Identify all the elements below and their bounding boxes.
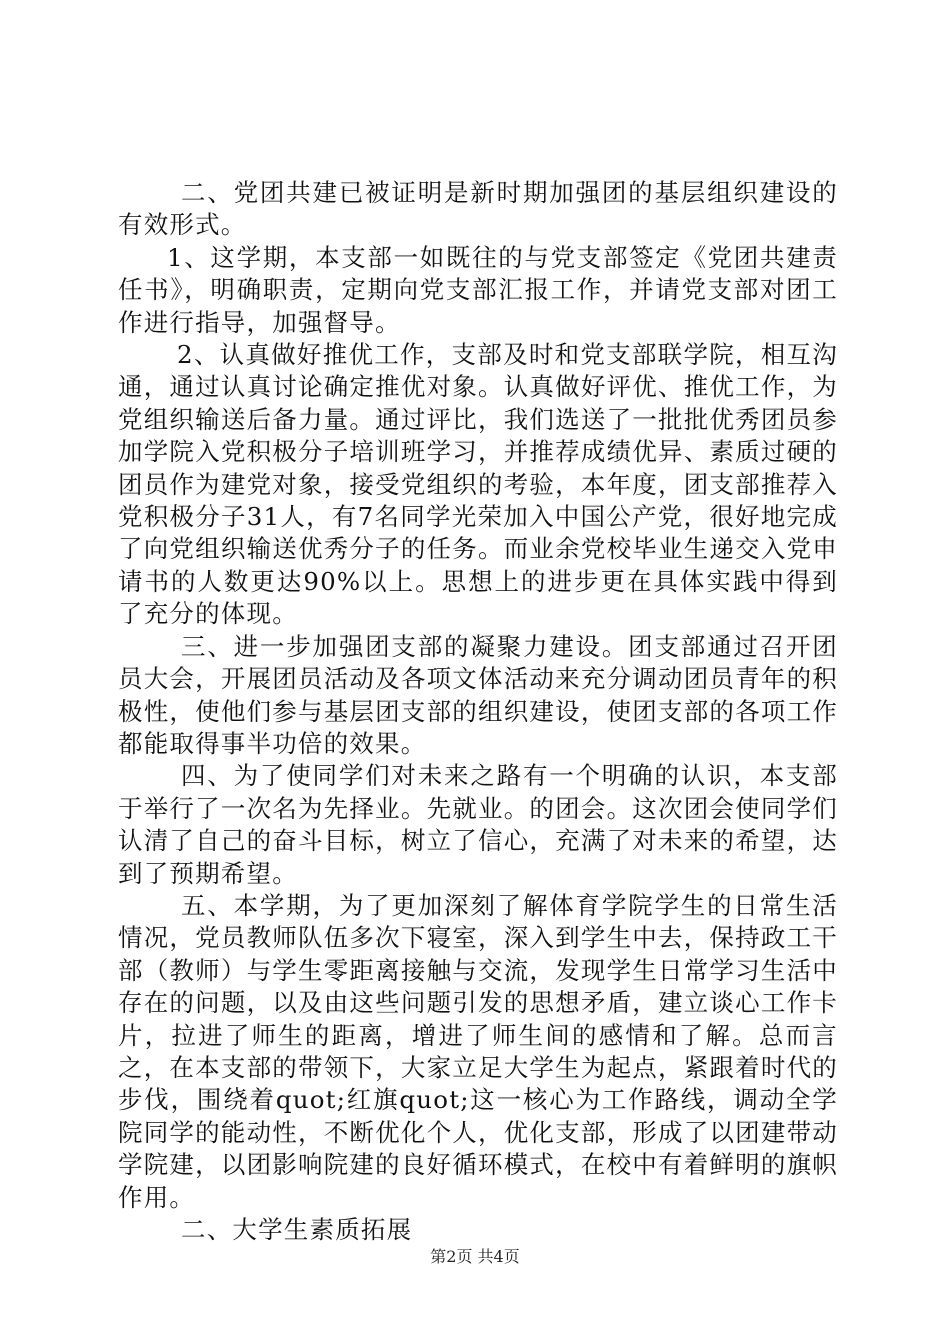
paragraph-recommend-excellent: 2、认真做好推优工作，支部及时和党支部联学院，相互沟通，通过认真讨论确定推优对象。认真做好评优、推优工作，为党组织输送后备力量。通过评比，我们选送了一批批优秀团员参加学院入党积极分子培训班学习，并推荐成绩优异、素质过硬的团员作为建党对象，接受党组织的考验，本年度，团支部推荐入党积极分子31人，有7名同学光荣加入中国公产党，很好地完成了向党组织输送优秀分子的任务。而业余党校毕业生递交入党申请书的人数更达90%以上。思想上的进步更在具体实践中得到了充分的体现。: [118, 340, 838, 629]
document-body: [118, 177, 838, 1246]
section-heading-quality-expansion: 二、大学生素质拓展: [181, 1215, 413, 1244]
paragraph-career-meeting: 四、为了使同学们对未来之路有一个明确的认识，本支部于举行了一次名为先择业。先就业。的团会。这次团会使同学们认清了自己的奋斗目标，树立了信心，充满了对未来的希望，达到了预期希望。: [118, 761, 838, 888]
page-number-footer: 第2页 共4页: [430, 1247, 520, 1266]
paragraph-cohesion-building: 三、进一步加强团支部的凝聚力建设。团支部通过召开团员大会，开展团员活动及各项文体活动来充分调动团员青年的积极性，使他们参与基层团支部的组织建设，使团支部的各项工作都能取得事半功倍的效果。: [118, 631, 838, 758]
paragraph-responsibility-agreement: 1、这学期，本支部一如既往的与党支部签定《党团共建责任书》，明确职责，定期向党支部汇报工作，并请党支部对团工作进行指导，加强督导。: [118, 242, 838, 337]
paragraph-party-league-construction: 二、党团共建已被证明是新时期加强团的基层组织建设的有效形式。: [118, 178, 838, 240]
paragraph-dormitory-visits: 五、本学期，为了更加深刻了解体育学院学生的日常生活情况，党员教师队伍多次下寝室，深入到学生中去，保持政工干部（教师）与学生零距离接触与交流，发现学生日常学习生活中存在的问题，以及由这些问题引发的思想矛盾，建立谈心工作卡片，拉进了师生的距离，增进了师生间的感情和了解。总而言之，在本支部的带领下，大家立足大学生为起点，紧跟着时代的步伐，围绕着quot;红旗quot;这一核心为工作路线，调动全学院同学的能动性，不断优化个人，优化支部，形成了以团建带动学院建，以团影响院建的良好循环模式，在校中有着鲜明的旗帜作用。: [118, 890, 838, 1212]
